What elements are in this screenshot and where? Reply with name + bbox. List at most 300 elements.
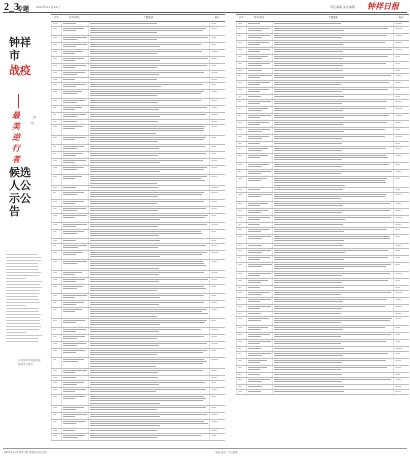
cell-note bbox=[209, 191, 225, 199]
text-line bbox=[248, 70, 262, 71]
text-line bbox=[274, 245, 343, 246]
text-line bbox=[63, 109, 75, 110]
text-line bbox=[63, 39, 77, 40]
text-line bbox=[63, 361, 77, 362]
text-line bbox=[63, 377, 75, 378]
cell-no bbox=[236, 291, 246, 297]
table-row bbox=[236, 107, 409, 114]
text-line bbox=[248, 203, 268, 204]
text-line bbox=[90, 416, 160, 417]
text-line bbox=[248, 217, 270, 218]
description-line bbox=[6, 317, 40, 318]
cell-name bbox=[61, 328, 87, 334]
table-row bbox=[236, 34, 409, 41]
text-line bbox=[63, 263, 77, 264]
text-line bbox=[395, 56, 399, 57]
cell-no bbox=[51, 319, 61, 327]
text-line bbox=[274, 292, 391, 293]
text-line bbox=[63, 320, 85, 321]
text-line bbox=[63, 247, 77, 248]
text-line bbox=[53, 137, 57, 138]
cell-no bbox=[236, 55, 246, 61]
cell-no bbox=[236, 317, 246, 325]
text-line bbox=[274, 266, 386, 267]
cell-name bbox=[61, 223, 87, 229]
cell-deed bbox=[88, 395, 210, 405]
cell-note bbox=[209, 136, 225, 144]
cell-no bbox=[51, 152, 61, 158]
cell-name bbox=[61, 381, 87, 387]
text-line bbox=[90, 290, 158, 291]
text-line bbox=[274, 362, 342, 363]
cell-deed bbox=[272, 256, 393, 262]
cell-deed bbox=[88, 278, 210, 284]
cell-deed bbox=[272, 22, 393, 26]
page-number: 2_3 bbox=[4, 2, 19, 13]
text-line bbox=[274, 159, 342, 160]
cell-name bbox=[61, 395, 87, 405]
text-line bbox=[63, 231, 83, 232]
text-line bbox=[248, 329, 261, 330]
cell-deed bbox=[88, 214, 210, 222]
text-line bbox=[274, 301, 343, 302]
cell-no bbox=[51, 64, 61, 70]
cell-no bbox=[51, 429, 61, 433]
text-line bbox=[63, 226, 75, 227]
text-line bbox=[274, 196, 385, 197]
cell-no bbox=[236, 177, 246, 187]
text-line bbox=[63, 409, 76, 410]
cell-deed bbox=[272, 378, 393, 384]
cell-deed bbox=[88, 381, 210, 387]
text-line bbox=[248, 374, 260, 375]
cell-no bbox=[236, 373, 246, 377]
cell-name bbox=[61, 278, 87, 284]
cell-name bbox=[61, 308, 87, 318]
cell-no bbox=[51, 342, 61, 348]
text-line bbox=[274, 386, 344, 387]
text-line bbox=[211, 430, 216, 431]
cell-no bbox=[236, 154, 246, 162]
cell-deed bbox=[88, 285, 210, 293]
text-line bbox=[248, 171, 270, 172]
text-line bbox=[248, 129, 269, 130]
text-line bbox=[63, 67, 75, 68]
text-line bbox=[53, 286, 57, 287]
text-line bbox=[63, 389, 86, 390]
cell-no bbox=[236, 74, 246, 80]
cell-name bbox=[61, 113, 87, 119]
text-line bbox=[53, 389, 57, 390]
text-line bbox=[238, 63, 242, 64]
cell-no bbox=[236, 312, 246, 316]
cell-no bbox=[51, 413, 61, 419]
table-row bbox=[51, 159, 225, 166]
text-line bbox=[238, 264, 242, 265]
text-line bbox=[238, 217, 242, 218]
text-line bbox=[274, 89, 387, 90]
text-line bbox=[63, 352, 76, 353]
cell-name bbox=[61, 22, 87, 26]
cell-name bbox=[61, 186, 87, 190]
cell-name bbox=[246, 256, 272, 262]
cell-name bbox=[61, 285, 87, 293]
table-row bbox=[51, 381, 225, 388]
text-line bbox=[211, 215, 216, 216]
cell-name bbox=[61, 159, 87, 165]
cell-no bbox=[236, 263, 246, 271]
text-line bbox=[248, 110, 261, 111]
text-line bbox=[63, 169, 76, 170]
cell-no bbox=[51, 251, 61, 259]
text-line bbox=[238, 136, 242, 137]
table-row bbox=[236, 74, 409, 81]
text-line bbox=[274, 51, 343, 52]
cell-name bbox=[61, 388, 87, 394]
cell-name bbox=[246, 114, 272, 120]
cell-name bbox=[246, 347, 272, 351]
text-line bbox=[395, 391, 401, 392]
text-line bbox=[238, 164, 242, 165]
table-row bbox=[51, 57, 225, 64]
table-row bbox=[236, 55, 409, 62]
cell-name bbox=[246, 340, 272, 346]
cell-note bbox=[209, 406, 225, 412]
cell-no bbox=[51, 43, 61, 49]
cell-deed bbox=[272, 272, 393, 278]
text-line bbox=[90, 201, 204, 202]
text-line bbox=[211, 435, 216, 436]
cell-no bbox=[236, 366, 246, 372]
text-line bbox=[90, 203, 157, 204]
text-line bbox=[274, 178, 386, 179]
cell-no bbox=[236, 359, 246, 365]
cell-deed bbox=[272, 209, 393, 215]
text-line bbox=[53, 421, 56, 422]
text-line bbox=[248, 275, 259, 276]
text-line bbox=[53, 146, 56, 147]
text-line bbox=[248, 148, 268, 149]
text-line bbox=[238, 245, 241, 246]
cell-name bbox=[246, 333, 272, 339]
cell-name bbox=[246, 147, 272, 153]
text-line bbox=[274, 369, 341, 370]
cell-note bbox=[209, 223, 225, 229]
text-line bbox=[238, 229, 242, 230]
cell-no bbox=[236, 244, 246, 248]
text-line bbox=[90, 32, 158, 33]
cell-deed bbox=[88, 145, 210, 151]
text-line bbox=[63, 382, 83, 383]
cell-name bbox=[61, 71, 87, 77]
text-line bbox=[238, 171, 241, 172]
text-line bbox=[274, 131, 343, 132]
text-line bbox=[90, 435, 202, 436]
text-line bbox=[63, 79, 75, 80]
text-line bbox=[211, 350, 216, 351]
text-line bbox=[53, 350, 57, 351]
text-line bbox=[248, 308, 260, 309]
text-line bbox=[53, 329, 56, 330]
cell-no bbox=[51, 159, 61, 165]
text-line bbox=[395, 194, 401, 195]
text-line bbox=[53, 370, 57, 371]
cell-name bbox=[246, 352, 272, 358]
table-row bbox=[236, 128, 409, 135]
text-line bbox=[90, 295, 205, 296]
table-row bbox=[51, 420, 225, 429]
text-line bbox=[211, 396, 216, 397]
cell-note bbox=[393, 390, 409, 394]
text-line bbox=[274, 101, 387, 102]
cell-note bbox=[209, 175, 225, 185]
cell-deed bbox=[88, 106, 210, 112]
table-row bbox=[236, 326, 409, 333]
text-line bbox=[63, 430, 75, 431]
text-line bbox=[395, 217, 401, 218]
text-line bbox=[211, 377, 217, 378]
cell-deed bbox=[272, 202, 393, 208]
text-line bbox=[274, 75, 391, 76]
cell-no bbox=[51, 78, 61, 82]
table-row bbox=[236, 193, 409, 202]
text-line bbox=[395, 178, 400, 179]
cell-no bbox=[51, 214, 61, 222]
text-line bbox=[274, 287, 344, 288]
cell-name bbox=[61, 230, 87, 238]
description-line bbox=[6, 260, 41, 261]
text-line bbox=[274, 117, 344, 118]
text-line bbox=[395, 129, 400, 130]
text-line bbox=[53, 37, 57, 38]
text-line bbox=[211, 192, 217, 193]
cell-deed bbox=[272, 142, 393, 146]
cell-name bbox=[246, 95, 272, 99]
cell-note bbox=[209, 335, 225, 341]
text-line bbox=[90, 192, 204, 193]
cell-note bbox=[393, 235, 409, 243]
cell-deed bbox=[88, 113, 210, 119]
text-line bbox=[53, 215, 57, 216]
text-line bbox=[211, 286, 215, 287]
cell-note bbox=[209, 413, 225, 419]
text-line bbox=[238, 49, 242, 50]
text-line bbox=[90, 215, 208, 216]
text-line bbox=[90, 377, 159, 378]
cell-deed bbox=[88, 186, 210, 190]
text-line bbox=[53, 430, 57, 431]
table-row bbox=[51, 43, 225, 50]
cell-no bbox=[51, 349, 61, 357]
text-line bbox=[274, 44, 343, 45]
text-line bbox=[90, 53, 158, 54]
text-line bbox=[248, 353, 271, 354]
cell-name bbox=[61, 271, 87, 277]
table-row bbox=[51, 413, 225, 420]
text-line bbox=[248, 51, 259, 52]
text-line bbox=[274, 63, 386, 64]
text-line bbox=[274, 381, 342, 382]
text-line bbox=[248, 264, 271, 265]
text-line bbox=[238, 155, 242, 156]
cell-name bbox=[61, 413, 87, 419]
text-line bbox=[53, 231, 56, 232]
text-line bbox=[238, 56, 241, 57]
text-line bbox=[274, 166, 342, 167]
cell-note bbox=[393, 107, 409, 113]
cell-no bbox=[236, 142, 246, 146]
col-name: 姓名/单位 bbox=[69, 16, 80, 19]
text-line bbox=[211, 51, 217, 52]
text-line bbox=[90, 28, 207, 29]
text-line bbox=[90, 30, 204, 31]
text-line bbox=[90, 400, 203, 401]
text-line bbox=[90, 389, 206, 390]
text-line bbox=[63, 350, 85, 351]
text-line bbox=[63, 435, 84, 436]
text-line bbox=[211, 329, 217, 330]
cell-deed bbox=[88, 301, 210, 307]
cell-no bbox=[51, 120, 61, 124]
cell-name bbox=[246, 163, 272, 169]
cell-note bbox=[393, 55, 409, 61]
cell-deed bbox=[272, 88, 393, 94]
text-line bbox=[211, 84, 215, 85]
text-line bbox=[53, 176, 57, 177]
text-line bbox=[63, 279, 85, 280]
text-line bbox=[211, 279, 217, 280]
cell-name bbox=[246, 74, 272, 80]
cell-note bbox=[393, 216, 409, 222]
cell-note bbox=[393, 114, 409, 120]
text-line bbox=[90, 297, 160, 298]
text-line bbox=[63, 176, 82, 177]
cell-no bbox=[236, 228, 246, 234]
text-line bbox=[238, 236, 242, 237]
table-row bbox=[236, 48, 409, 55]
text-line bbox=[238, 70, 242, 71]
cell-no bbox=[51, 244, 61, 250]
text-line bbox=[53, 192, 56, 193]
text-line bbox=[90, 233, 202, 234]
text-line bbox=[63, 309, 82, 310]
text-line bbox=[274, 360, 386, 361]
cell-deed bbox=[272, 128, 393, 134]
cell-name bbox=[246, 69, 272, 73]
text-line bbox=[248, 150, 261, 151]
text-line bbox=[63, 210, 77, 211]
text-line bbox=[248, 362, 259, 363]
cell-deed bbox=[88, 207, 210, 213]
cell-no bbox=[51, 294, 61, 300]
cell-name bbox=[61, 406, 87, 412]
text-line bbox=[211, 240, 216, 241]
footer-right-text: 地址 电话 广告 邮编 bbox=[215, 451, 238, 454]
cell-name bbox=[61, 90, 87, 98]
table-row bbox=[51, 113, 225, 120]
text-line bbox=[211, 107, 216, 108]
cell-no bbox=[236, 95, 246, 99]
cell-note bbox=[393, 305, 409, 311]
text-line bbox=[63, 286, 82, 287]
text-line bbox=[90, 403, 160, 404]
table-row bbox=[51, 358, 225, 369]
text-line bbox=[248, 180, 260, 181]
text-line bbox=[53, 72, 57, 73]
banner-description bbox=[6, 254, 42, 344]
cell-name bbox=[246, 385, 272, 389]
text-line bbox=[248, 56, 267, 57]
text-line bbox=[248, 115, 271, 116]
cell-deed bbox=[88, 251, 210, 259]
cell-no bbox=[236, 209, 246, 215]
cell-deed bbox=[88, 369, 210, 375]
cell-note bbox=[209, 43, 225, 49]
cell-no bbox=[236, 135, 246, 141]
issuer-1: 中共钟祥市委宣传部 bbox=[18, 359, 41, 362]
page-footer bbox=[0, 448, 410, 456]
cell-note bbox=[393, 48, 409, 54]
description-line bbox=[6, 329, 39, 330]
text-line bbox=[63, 51, 82, 52]
cell-deed bbox=[272, 263, 393, 271]
cell-note bbox=[209, 27, 225, 35]
cell-note bbox=[209, 244, 225, 250]
table-row bbox=[236, 41, 409, 48]
text-line bbox=[248, 194, 271, 195]
banner-divider bbox=[18, 94, 19, 108]
cell-no bbox=[51, 358, 61, 368]
text-line bbox=[90, 437, 157, 438]
table-row bbox=[51, 251, 225, 260]
table-row bbox=[236, 378, 409, 385]
cell-note bbox=[209, 230, 225, 238]
text-line bbox=[211, 187, 218, 188]
text-line bbox=[63, 153, 82, 154]
table-row bbox=[51, 64, 225, 71]
text-line bbox=[211, 261, 216, 262]
text-line bbox=[211, 153, 215, 154]
cell-deed bbox=[272, 107, 393, 113]
text-line bbox=[274, 136, 385, 137]
text-line bbox=[248, 49, 269, 50]
cell-note bbox=[209, 36, 225, 42]
text-line bbox=[90, 100, 202, 101]
text-line bbox=[90, 226, 158, 227]
cell-note bbox=[209, 358, 225, 368]
cell-deed bbox=[88, 136, 210, 144]
cell-note bbox=[393, 177, 409, 187]
col-deed: 主要事迹 bbox=[143, 16, 154, 19]
text-line bbox=[274, 180, 385, 181]
text-line bbox=[90, 407, 206, 408]
text-line bbox=[395, 96, 400, 97]
cell-note bbox=[393, 154, 409, 162]
cell-name bbox=[246, 48, 272, 54]
cell-name bbox=[61, 57, 87, 63]
text-line bbox=[248, 166, 262, 167]
cell-name bbox=[61, 214, 87, 222]
cell-deed bbox=[88, 294, 210, 300]
table-row bbox=[236, 154, 409, 163]
description-line bbox=[6, 281, 42, 282]
cell-no bbox=[51, 71, 61, 77]
text-line bbox=[248, 369, 260, 370]
text-line bbox=[238, 318, 242, 319]
text-line bbox=[274, 236, 390, 237]
text-line bbox=[63, 359, 84, 360]
text-line bbox=[63, 384, 76, 385]
